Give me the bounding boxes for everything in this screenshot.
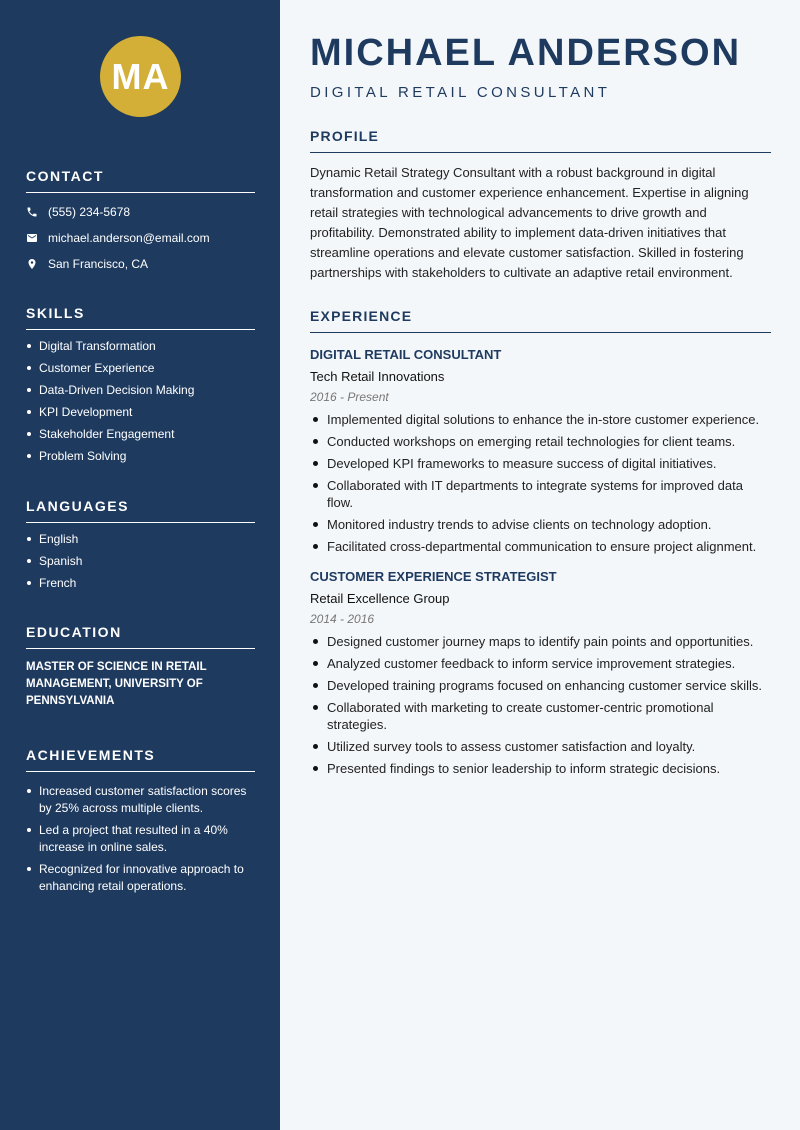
languages-heading: LANGUAGES <box>26 498 255 523</box>
achievement-item: Recognized for innovative approach to enhancing retail operations. <box>26 861 255 895</box>
job-bullet: Monitored industry trends to advise clients on technology adoption. <box>310 516 771 533</box>
education-heading: EDUCATION <box>26 624 255 649</box>
skill-item: Data-Driven Decision Making <box>26 382 255 399</box>
education-degree: MASTER OF SCIENCE IN RETAIL MANAGEMENT, UNIVERSITY OF PENNSYLVANIA <box>26 661 207 707</box>
contact-email <box>26 225 255 251</box>
skill-item: KPI Development <box>26 404 255 421</box>
location-pin-icon <box>26 258 48 270</box>
experience-heading: EXPERIENCE <box>310 308 771 333</box>
achievement-item: Led a project that resulted in a 40% increase in online sales. <box>26 822 255 856</box>
phone-icon <box>26 206 48 218</box>
profile-text: Dynamic Retail Strategy Consultant with a robust background in digital transformation and customer experience enhancement. Expertise in aligning retail strategies with technological advancements to drive growth and profitability. Demonstrated ability to implement data-driven initiatives that streamline operations and elevate customer satisfaction. Skilled in fostering partnerships with stakeholders to cultivate an adaptive retail environment. <box>310 165 749 280</box>
job-bullet: Conducted workshops on emerging retail technologies for client teams. <box>310 433 771 450</box>
skills-section <box>26 305 255 470</box>
location-text: San Francisco, CA <box>48 257 149 271</box>
job-company: Tech Retail Innovations <box>310 369 445 384</box>
job-title: CUSTOMER EXPERIENCE STRATEGIST <box>310 569 557 584</box>
job-bullet: Analyzed customer feedback to inform service improvement strategies. <box>310 655 771 672</box>
achievements-section <box>26 747 255 900</box>
contact-heading: CONTACT <box>26 168 255 193</box>
job-bullet: Facilitated cross-departmental communication to ensure project alignment. <box>310 538 771 555</box>
job-dates: 2016 - Present <box>310 390 389 404</box>
language-item: Spanish <box>26 553 255 570</box>
experience-section <box>310 308 771 782</box>
job-bullet: Developed training programs focused on enhancing customer service skills. <box>310 677 771 694</box>
sidebar <box>0 0 280 1130</box>
skills-heading: SKILLS <box>26 305 255 330</box>
job-bullet: Utilized survey tools to assess customer satisfaction and loyalty. <box>310 738 771 755</box>
job-bullet: Collaborated with IT departments to integrate systems for improved data flow. <box>310 477 771 511</box>
avatar: MA <box>100 36 181 117</box>
skill-item: Customer Experience <box>26 360 255 377</box>
email-text: michael.anderson@email.com <box>48 231 210 245</box>
profile-heading: PROFILE <box>310 128 771 153</box>
language-item: English <box>26 531 255 548</box>
job-bullet: Developed KPI frameworks to measure success of digital initiatives. <box>310 455 771 472</box>
phone-text: (555) 234-5678 <box>48 205 131 219</box>
achievement-item: Increased customer satisfaction scores by 25% across multiple clients. <box>26 783 255 817</box>
job-bullet: Designed customer journey maps to identify pain points and opportunities. <box>310 633 771 650</box>
contact-location <box>26 251 255 277</box>
skill-item: Digital Transformation <box>26 338 255 355</box>
job-bullet: Collaborated with marketing to create customer-centric promotional strategies. <box>310 699 771 733</box>
skill-item: Stakeholder Engagement <box>26 426 255 443</box>
contact-section <box>26 168 255 277</box>
contact-phone <box>26 199 255 225</box>
profile-section <box>310 128 771 283</box>
languages-section <box>26 498 255 597</box>
language-item: French <box>26 575 255 592</box>
email-icon <box>26 232 48 244</box>
education-section <box>26 624 255 710</box>
achievements-heading: ACHIEVEMENTS <box>26 747 255 772</box>
job-bullet: Presented findings to senior leadership to inform strategic decisions. <box>310 760 771 777</box>
candidate-name: MICHAEL ANDERSON <box>310 32 742 74</box>
job-title: DIGITAL RETAIL CONSULTANT <box>310 347 502 362</box>
candidate-title: DIGITAL RETAIL CONSULTANT <box>310 84 611 101</box>
job-company: Retail Excellence Group <box>310 591 450 606</box>
job-entry <box>310 569 771 777</box>
skill-item: Problem Solving <box>26 448 255 465</box>
job-bullet: Implemented digital solutions to enhance the in-store customer experience. <box>310 411 771 428</box>
job-dates: 2014 - 2016 <box>310 612 375 626</box>
job-entry <box>310 347 771 555</box>
